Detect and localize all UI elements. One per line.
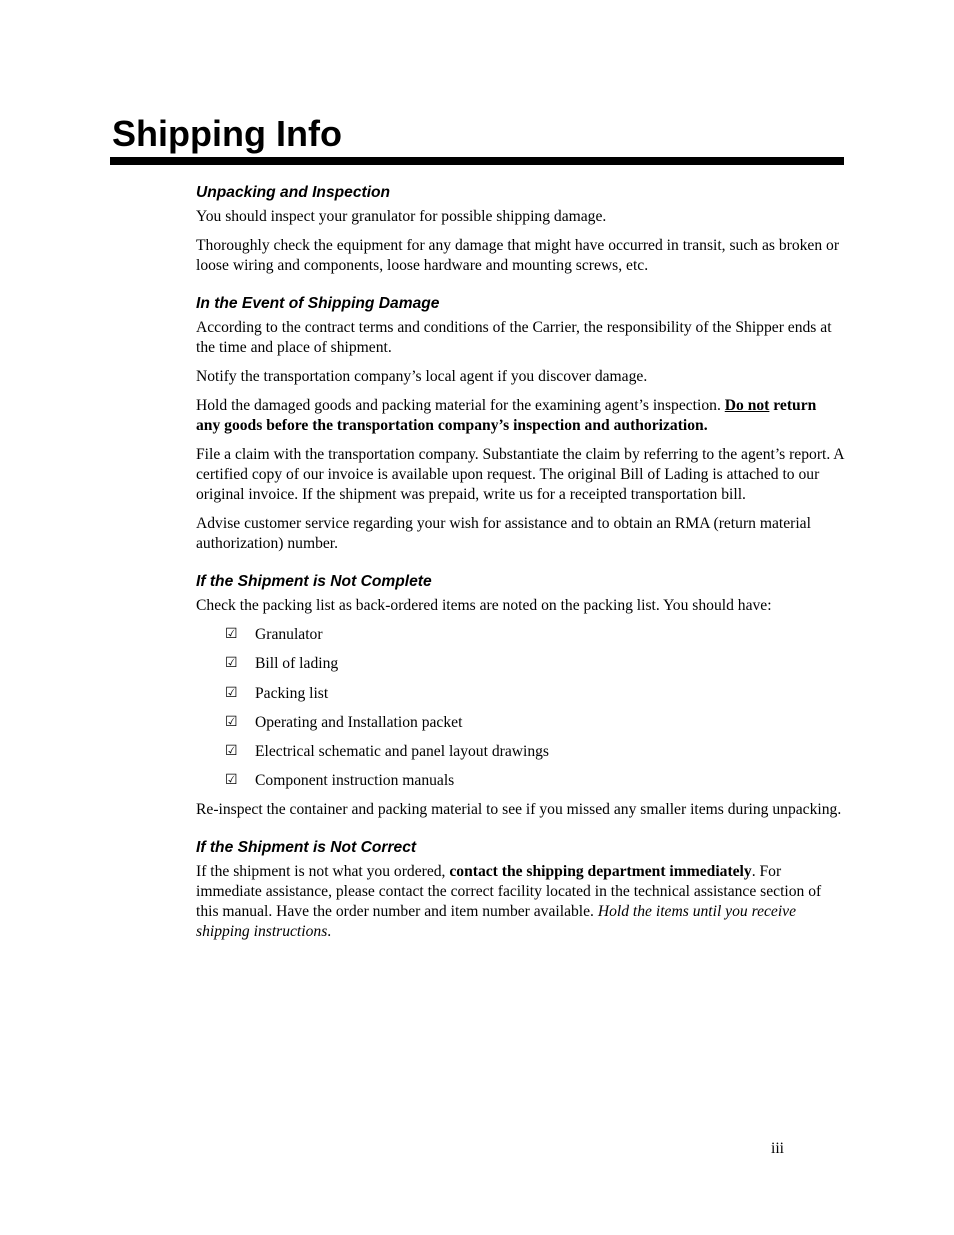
page-number: iii <box>771 1140 784 1157</box>
hold-items-emphasis: Hold the items until you receive shipping instructions <box>196 902 797 940</box>
not-correct-end: . <box>327 922 332 940</box>
heading-unpacking-inspection: Unpacking and Inspection <box>196 184 391 201</box>
paragraph-file-claim: File a claim with the transportation company. Substantiate the claim by referring to the agent’s report. A certified copy of our invoice is available upon request. The original Bill of Lading is attached to our original invoice. If the shipment was prepaid, write us for a receipted transportation bill. <box>196 446 844 503</box>
checklist-item <box>196 771 844 791</box>
checked-box-icon: ☑ <box>225 626 238 643</box>
checklist-item <box>196 654 844 674</box>
checklist-item-label: Bill of lading <box>255 655 339 673</box>
checklist-item-label: Packing list <box>255 684 329 702</box>
checked-box-icon: ☑ <box>225 772 238 789</box>
checklist-item <box>196 713 844 733</box>
paragraph-hold-goods <box>196 396 844 436</box>
checklist-item <box>196 684 844 704</box>
checklist-item-label: Electrical schematic and panel layout drawings <box>255 742 549 760</box>
paragraph-check-equipment: Thoroughly check the equipment for any damage that might have occurred in transit, such as broken or loose wiring and components, loose hardware and mounting screws, etc. <box>196 237 840 275</box>
not-correct-middle: . For immediate assistance, please contact the correct facility located in the technical assistance section of this manual. Have the order number and item number available. <box>196 863 822 920</box>
paragraph-inspect-granulator: You should inspect your granulator for possible shipping damage. <box>196 208 607 225</box>
checked-box-icon: ☑ <box>225 713 238 730</box>
checklist-item <box>196 625 844 645</box>
shipment-checklist <box>196 625 844 791</box>
title-rule <box>110 157 844 165</box>
checklist-item <box>196 742 844 762</box>
checklist-item-label: Component instruction manuals <box>255 772 455 790</box>
paragraph-not-correct <box>196 862 844 941</box>
heading-not-correct: If the Shipment is Not Correct <box>196 839 417 857</box>
paragraph-reinspect: Re-inspect the container and packing material to see if you missed any smaller items during unpacking. <box>196 801 842 819</box>
heading-shipping-damage: In the Event of Shipping Damage <box>196 294 440 312</box>
do-not-emphasis: Do not <box>724 397 770 415</box>
checked-box-icon: ☑ <box>225 742 238 759</box>
hold-goods-text: Hold the damaged goods and packing material for the examining agent’s inspection. <box>196 397 725 415</box>
document-body <box>196 183 844 951</box>
not-correct-lead: If the shipment is not what you ordered, <box>196 863 450 881</box>
page-title: Shipping Info <box>112 113 342 154</box>
checked-box-icon: ☑ <box>225 655 238 672</box>
heading-not-complete: If the Shipment is Not Complete <box>196 572 432 590</box>
contact-shipping-emphasis: contact the shipping department immediately <box>449 863 752 881</box>
return-goods-warning: return any goods before the transportation company’s inspection and authorization. <box>196 397 817 435</box>
paragraph-customer-service: Advise customer service regarding your wish for assistance and to obtain an RMA (return material authorization) number. <box>196 515 811 553</box>
paragraph-contract-terms: According to the contract terms and conditions of the Carrier, the responsibility of the Shipper ends at the time and place of shipment. <box>196 318 832 356</box>
paragraph-check-packing-list: Check the packing list as back-ordered items are noted on the packing list. You should have: <box>196 596 772 614</box>
paragraph-notify-agent: Notify the transportation company’s local agent if you discover damage. <box>196 367 648 385</box>
checked-box-icon: ☑ <box>225 684 238 701</box>
checklist-item-label: Granulator <box>255 626 323 644</box>
checklist-item-label: Operating and Installation packet <box>255 713 463 731</box>
